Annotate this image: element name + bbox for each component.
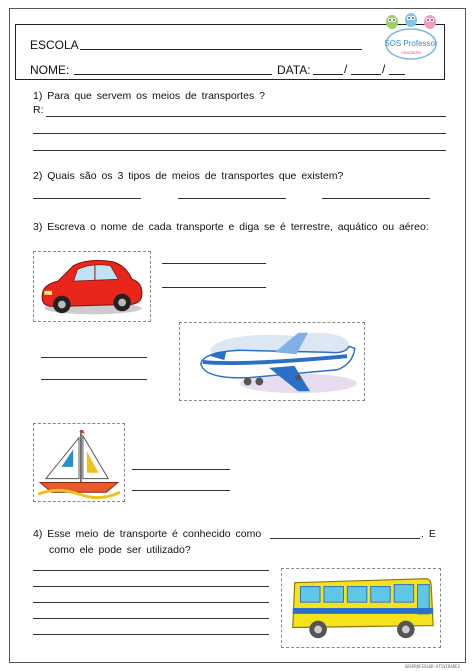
question-1 [33,90,265,102]
answer-line[interactable] [33,602,269,603]
answer-line[interactable] [132,490,230,491]
question-text: Quais são os 3 tipos de meios de transportes que existem? [47,170,344,182]
owl-icon [405,13,417,27]
question-4 [33,528,261,540]
question-2 [33,170,343,182]
answer-line[interactable] [33,570,269,571]
car-icon [34,252,150,321]
owl-icon [424,15,436,29]
answer-line[interactable] [33,586,269,587]
answer-line[interactable] [178,198,286,199]
sos-professor-logo [378,10,444,70]
school-label: ESCOLA [30,38,79,52]
question-number: 1) [33,90,43,102]
owl-icon [386,15,398,29]
date-separator: / [344,62,348,76]
question-text-continuation: . E [421,528,436,540]
question-text: Esse meio de transporte é conhecido como [47,528,262,540]
date-month-line[interactable] [351,74,381,75]
name-field-line[interactable] [74,74,272,75]
bus-icon [282,569,440,647]
answer-line[interactable] [33,618,269,619]
question-text: Escreva o nome de cada transporte e diga se é terrestre, aquático ou aéreo: [47,221,429,233]
date-year-line[interactable] [389,74,405,75]
answer-line[interactable] [33,150,446,151]
question-text: como ele pode ser utilizado? [49,544,191,556]
bus-image [281,568,441,648]
name-label: NOME: [30,63,70,77]
car-image [33,251,151,322]
footer-code: SOSPROFESSOR-ATIVIDADES [404,664,460,669]
answer-line[interactable] [322,198,430,199]
question-number: 2) [33,170,43,182]
answer-line[interactable] [132,469,230,470]
answer-line[interactable] [41,357,147,358]
answer-line[interactable] [33,634,269,635]
airplane-image [179,322,365,401]
answer-line[interactable] [270,538,420,539]
date-label: DATA: [277,63,311,77]
date-separator: / [382,62,386,76]
answer-line[interactable] [162,287,266,288]
answer-line[interactable] [46,116,446,117]
logo-subtext: Atividades [400,50,422,55]
logo-text: SOS Professor [384,39,438,48]
airplane-icon [180,323,364,400]
question-number: 4) [33,528,43,540]
question-3 [33,221,429,233]
school-field-line[interactable] [80,49,362,50]
date-day-line[interactable] [313,74,343,75]
answer-line[interactable] [41,379,147,380]
answer-line[interactable] [33,198,141,199]
answer-line[interactable] [162,263,266,264]
question-number: 3) [33,221,43,233]
sailboat-icon [34,424,124,501]
question-text: Para que servem os meios de transportes ? [47,90,265,102]
sailboat-image [33,423,125,502]
answer-label: R: [33,104,44,116]
answer-line[interactable] [33,133,446,134]
